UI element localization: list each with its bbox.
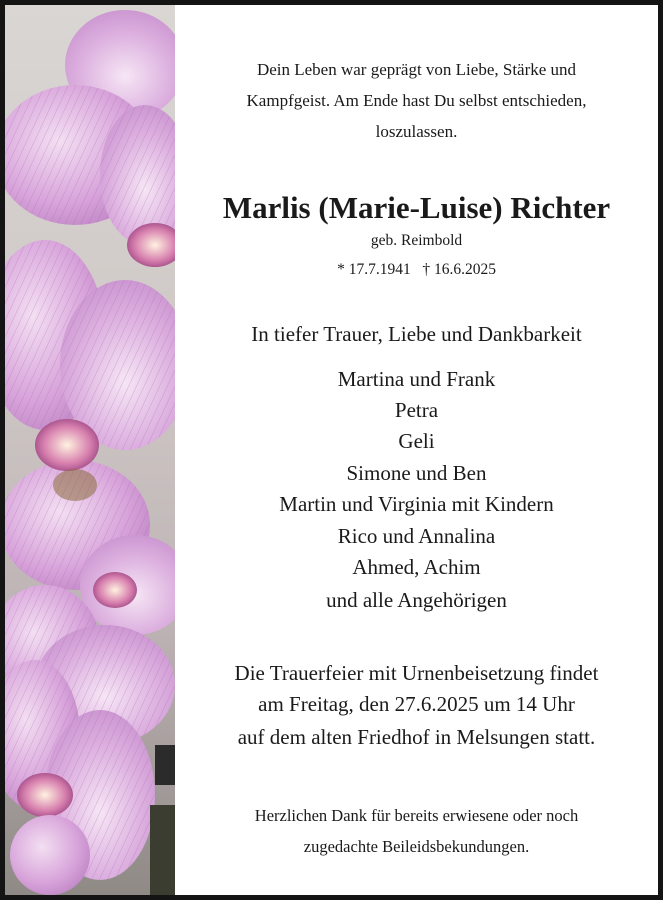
thanks-line-1: Herzlichen Dank für bereits erwiesene oder noch — [254, 806, 579, 825]
orchid-illustration — [5, 5, 175, 895]
life-dates: * 17.7.1941 † 16.6.2025 — [337, 261, 496, 278]
mourner-line: Rico und Annalina — [337, 524, 496, 548]
mourner-line: Geli — [398, 429, 435, 453]
thanks-line-2: zugedachte Beileidsbekundungen. — [303, 837, 530, 856]
mourner-line: Martin und Virginia mit Kindern — [279, 492, 554, 516]
deceased-name: Marlis (Marie-Luise) Richter — [222, 190, 611, 225]
intro-line-3: loszulassen. — [375, 122, 458, 141]
ceremony-line-3: auf dem alten Friedhof in Melsungen statt. — [237, 725, 596, 749]
intro-line-2: Kampfgeist. Am Ende hast Du selbst entschieden, — [246, 91, 587, 110]
mourner-line: Martina und Frank — [337, 367, 496, 391]
ceremony-line-2: am Freitag, den 27.6.2025 um 14 Uhr — [258, 692, 575, 716]
mourner-line: Petra — [394, 398, 439, 422]
mourner-line: Ahmed, Achim — [352, 555, 481, 579]
intro-line-1: Dein Leben war geprägt von Liebe, Stärke und — [256, 60, 577, 79]
obituary-text-column — [175, 5, 658, 895]
birth-name: geb. Reimbold — [370, 232, 463, 249]
orchid-photo — [5, 5, 175, 895]
mourner-line: und alle Angehörigen — [326, 588, 507, 612]
mourning-heading: In tiefer Trauer, Liebe und Dankbarkeit — [251, 322, 582, 346]
mourner-line: Simone und Ben — [346, 461, 487, 485]
ceremony-line-1: Die Trauerfeier mit Urnenbeisetzung findet — [234, 661, 599, 685]
